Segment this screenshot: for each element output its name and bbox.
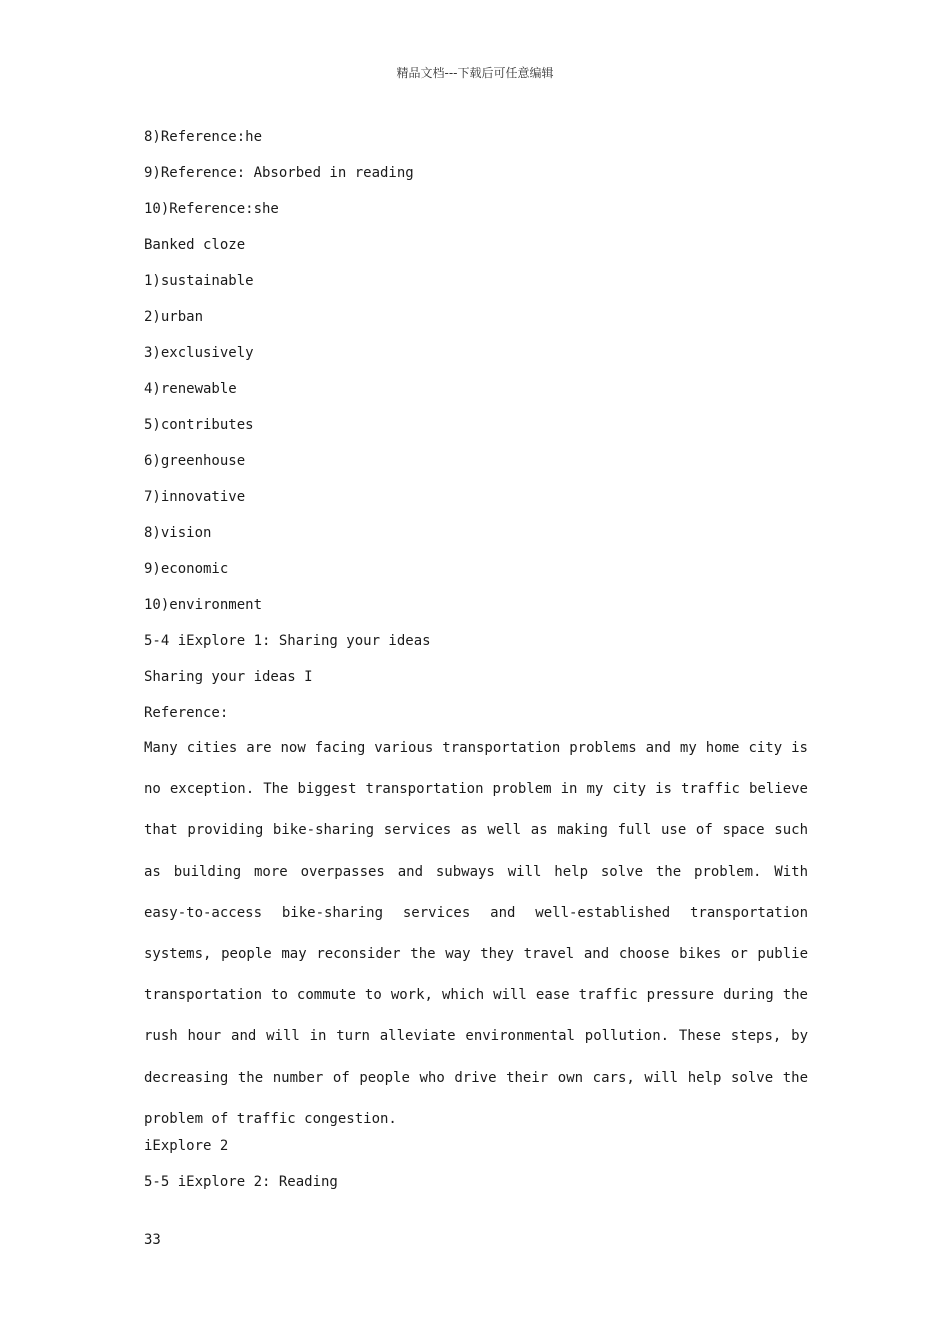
answer-line: 6)greenhouse [144,453,246,469]
text-line: 9)Reference: Absorbed in reading [144,165,414,181]
answer-line: 1)sustainable [144,273,254,289]
section-heading: Banked cloze [144,237,246,253]
answer-line: 7)innovative [144,489,246,505]
answer-line: 9)economic [144,561,229,577]
subsection-heading: Sharing your ideas I [144,669,313,685]
page-header: 精品文档---下载后可任意编辑 [396,66,554,80]
answer-line: 2)urban [144,309,204,325]
reference-label: Reference: [144,705,229,721]
text-line: 10)Reference:she [144,201,279,217]
document-body [144,126,808,1207]
answer-line: 5)contributes [144,417,254,433]
answer-line: 4)renewable [144,381,237,397]
section-heading: 5-4 iExplore 1: Sharing your ideas [144,633,431,649]
page-number: 33 [144,1232,161,1248]
answer-line: 8)vision [144,525,212,541]
answer-line: 10)environment [144,597,263,613]
answer-line: 3)exclusively [144,345,254,361]
text-line: 8)Reference:he [144,129,263,145]
section-heading: 5-5 iExplore 2: Reading [144,1174,338,1191]
section-heading: iExplore 2 [144,1138,229,1155]
reference-paragraph: Many cities are now facing various transportation problems and my home city is no exception. The biggest transportation problem in my city is traffic believe that providing bike-sharing services as well as making full use of space such as building more overpasses and subways will help solve the problem. With easy-to-access bike-sharing services and well-established transportation systems, people may reconsider the way they travel and choose bikes or publie transportation to commute to work, which will ease traffic pressure during the rush hour and will in turn alleviate environmental pollution. These steps, by decreasing the number of people who drive their own cars, will help solve the problem of traffic congestion. [144,740,808,1127]
